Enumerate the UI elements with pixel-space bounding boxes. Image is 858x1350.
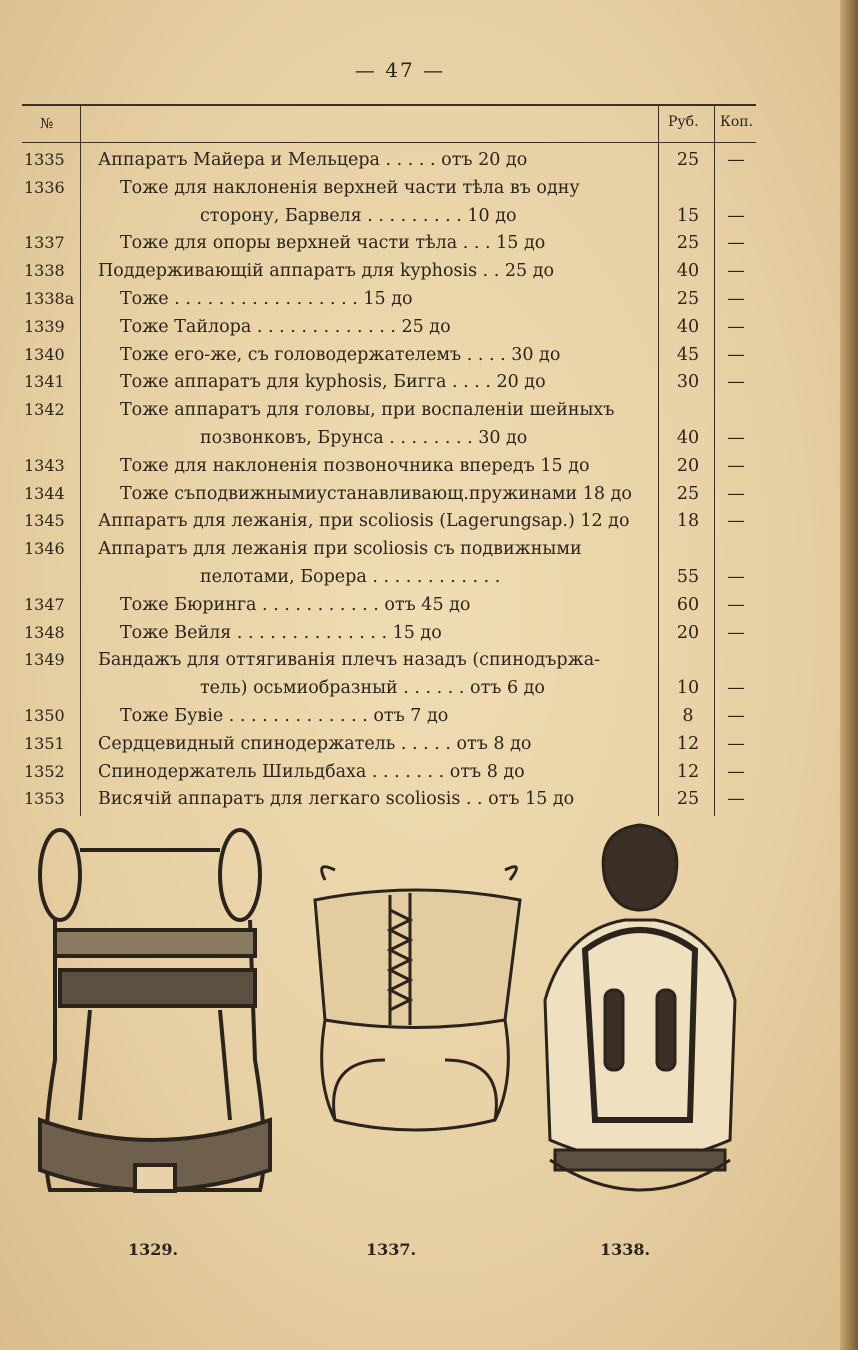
row-description: Аппаратъ Майера и Мельцера . . . . . отъ 20 до: [98, 150, 528, 170]
row-price-rub: 40: [676, 428, 700, 448]
row-description: сторону, Барвеля . . . . . . . . . 10 до: [200, 205, 517, 226]
table-row: [22, 174, 756, 202]
row-number: 1346: [24, 539, 65, 559]
row-number: 1338: [24, 261, 65, 281]
table-row: [22, 452, 756, 480]
row-number: 1341: [24, 372, 65, 392]
row-price-kop: —: [727, 483, 745, 504]
row-price-rub: 45: [676, 344, 700, 365]
row-description: Аппаратъ для лежанія при scoliosis съ подвижными: [98, 539, 582, 560]
row-description: Тоже аппаратъ для kyphosis, Бигга . . . . 20 до: [120, 372, 546, 393]
table-row: [22, 619, 756, 647]
row-price-rub: 40: [676, 316, 700, 337]
table-row: [22, 396, 756, 424]
row-number: 1353: [24, 789, 65, 809]
row-price-rub: 12: [676, 733, 700, 754]
row-price-rub: 60: [676, 594, 700, 615]
figure-caption-1329: 1329.: [128, 1240, 179, 1259]
table-row: [22, 368, 756, 396]
row-price-kop: —: [727, 455, 745, 476]
row-number: 1340: [24, 344, 65, 364]
row-number: 1351: [24, 733, 65, 753]
row-number: 1336: [24, 177, 65, 197]
corset-support-illustration: [295, 860, 535, 1190]
row-number: 1345: [24, 511, 65, 531]
row-price-kop: —: [727, 733, 745, 754]
table-row: [22, 507, 756, 535]
table-row: [22, 535, 756, 563]
row-description: Бандажъ для оттягиванія плечъ назадъ (спинодържа-: [98, 650, 601, 671]
row-price-kop: —: [727, 622, 745, 643]
row-price-kop: —: [727, 372, 745, 393]
figure-caption-1338: 1338.: [600, 1240, 651, 1259]
page-number: — 47 —: [354, 58, 446, 82]
table-row: [22, 313, 756, 341]
row-number: 1350: [24, 706, 65, 725]
row-description: Тоже съподвижнымиустанавливающ.пружинами 18 до: [120, 483, 632, 504]
row-price-rub: 25: [676, 789, 700, 810]
table-row: [22, 229, 756, 257]
row-price-rub: 25: [676, 483, 700, 504]
row-description: тель) осьмиобразный . . . . . . отъ 6 до: [200, 678, 545, 699]
row-price-rub: 20: [676, 622, 700, 643]
row-price-rub: 20: [676, 455, 700, 476]
header-number: №: [40, 116, 54, 132]
row-price-kop: —: [727, 289, 745, 309]
row-number: 1352: [24, 761, 65, 781]
row-number: 1343: [24, 455, 65, 475]
table-row: [22, 563, 756, 591]
header-kop: Коп.: [720, 114, 754, 130]
row-number: 1337: [24, 233, 65, 253]
table-row: [22, 591, 756, 619]
row-number: 1338a: [24, 289, 75, 308]
row-description: Сердцевидный спинодержатель . . . . . отъ 8 до: [98, 733, 532, 754]
table-header-rule: [22, 142, 756, 143]
row-description: пелотами, Борера . . . . . . . . . . . .: [200, 567, 501, 587]
table-row: [22, 202, 756, 230]
row-number: 1344: [24, 483, 65, 503]
header-rub: Руб.: [668, 114, 699, 130]
row-price-kop: —: [727, 316, 745, 337]
row-description: Поддерживающій аппаратъ для kyphosis . . 25 до: [98, 261, 554, 282]
row-number: 1339: [24, 316, 65, 336]
row-number: 1335: [24, 150, 65, 169]
row-number: 1342: [24, 400, 65, 420]
row-price-rub: 15: [676, 205, 700, 226]
row-price-kop: —: [727, 678, 745, 699]
row-description: Висячій аппаратъ для легкаго scoliosis . . отъ 15 до: [98, 789, 575, 810]
row-price-kop: —: [727, 706, 745, 726]
row-description: Тоже аппаратъ для головы, при воспаленіи шейныхъ: [120, 400, 615, 421]
row-price-kop: —: [727, 150, 745, 170]
row-price-rub: 30: [676, 372, 700, 393]
row-price-rub: 25: [676, 233, 700, 254]
row-description: Тоже . . . . . . . . . . . . . . . . . 15 до: [120, 289, 413, 309]
row-price-kop: —: [727, 511, 745, 532]
price-table: [22, 104, 756, 816]
table-row: [22, 730, 756, 758]
table-row: [22, 257, 756, 285]
row-price-rub: 12: [676, 761, 700, 782]
harness-apparatus-illustration: [20, 820, 290, 1230]
row-price-rub: 18: [676, 511, 700, 532]
row-price-rub: 8: [682, 706, 694, 726]
row-price-kop: —: [727, 233, 745, 254]
row-price-kop: —: [727, 261, 745, 282]
row-description: Тоже для наклоненія верхней части тѣла въ одну: [120, 177, 580, 198]
table-row: [22, 674, 756, 702]
row-price-kop: —: [727, 567, 745, 587]
table-row: [22, 424, 756, 452]
row-number: 1348: [24, 622, 65, 642]
row-price-kop: —: [727, 428, 745, 448]
table-row: [22, 285, 756, 313]
row-price-rub: 40: [676, 261, 700, 282]
figure-caption-1337: 1337.: [366, 1240, 417, 1259]
row-description: Тоже Тайлора . . . . . . . . . . . . . 25 до: [120, 316, 451, 337]
row-price-rub: 25: [676, 150, 700, 170]
row-description: Аппаратъ для лежанія, при scoliosis (Lagerungsap.) 12 до: [98, 511, 630, 532]
row-price-rub: 10: [676, 678, 700, 699]
table-row: [22, 480, 756, 508]
row-description: Тоже Вейля . . . . . . . . . . . . . . 15 до: [120, 622, 442, 643]
row-number: 1349: [24, 650, 65, 670]
row-description: Тоже для наклоненія позвоночника впередъ 15 до: [120, 455, 590, 476]
row-price-kop: —: [727, 205, 745, 226]
row-price-rub: 25: [676, 289, 700, 309]
row-description: позвонковъ, Брунса . . . . . . . . 30 до: [200, 428, 528, 448]
row-price-kop: —: [727, 789, 745, 810]
table-row: [22, 758, 756, 786]
row-price-kop: —: [727, 594, 745, 615]
row-description: Тоже для опоры верхней части тѣла . . . 15 до: [120, 233, 546, 254]
row-description: Тоже его-же, съ головодержателемъ . . . . 30 до: [120, 344, 561, 365]
row-description: Тоже Бувіе . . . . . . . . . . . . . отъ 7 до: [120, 706, 449, 726]
table-top-rule: [22, 104, 756, 106]
row-price-rub: 55: [676, 567, 700, 587]
back-brace-on-figure-illustration: [525, 820, 755, 1230]
table-row: [22, 702, 756, 730]
row-description: Тоже Бюринга . . . . . . . . . . . отъ 45 до: [120, 594, 471, 615]
row-description: Спинодержатель Шильдбаха . . . . . . . отъ 8 до: [98, 761, 525, 782]
page-edge: [840, 0, 858, 1350]
row-price-kop: —: [727, 344, 745, 365]
row-price-kop: —: [727, 761, 745, 782]
table-row: [22, 146, 756, 174]
table-row: [22, 785, 756, 813]
table-row: [22, 646, 756, 674]
table-row: [22, 341, 756, 369]
row-number: 1347: [24, 594, 65, 614]
